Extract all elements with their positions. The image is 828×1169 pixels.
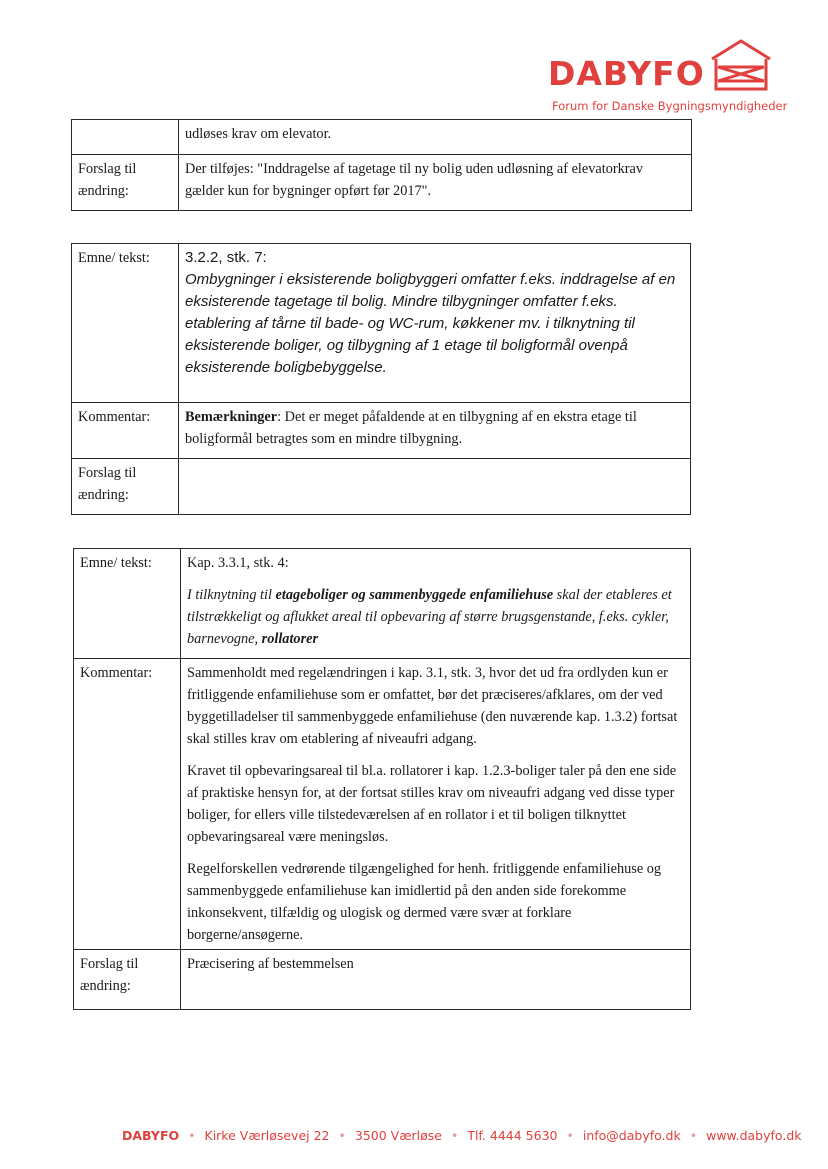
house-icon bbox=[708, 37, 774, 95]
footer-brand: DABYFO bbox=[122, 1128, 180, 1143]
table-3-2-2 bbox=[71, 243, 691, 515]
footer-website[interactable]: www.dabyfo.dk bbox=[706, 1128, 802, 1143]
row-text bbox=[181, 549, 691, 659]
section-reference: 3.2.2, stk. 7: bbox=[185, 249, 267, 266]
quote-part: skal der etableres et tilstrækkeligt og aflukket areal til opbevaring af større brugsgenstande, f.eks. cykler, barnevogne, bbox=[187, 587, 672, 647]
quoted-text bbox=[187, 584, 682, 650]
remarks-heading: Bemærkninger bbox=[185, 409, 278, 425]
footer-phone: Tlf. 4444 5630 bbox=[467, 1128, 558, 1143]
table-row bbox=[74, 549, 691, 659]
table-row bbox=[72, 155, 692, 211]
comment-paragraph: Regelforskellen vedrørende tilgængelighed for henh. fritliggende enfamiliehuse og sammenbyggede enfamiliehuse kan imidlertid på den anden side forekomme inkonsekvent, tilfældig og ulogisk og dermed være svær at forklare borgerne/ansøgerne. bbox=[187, 861, 662, 943]
row-text bbox=[181, 659, 691, 950]
table-row bbox=[72, 459, 691, 515]
separator-dot: • bbox=[689, 1128, 698, 1143]
comment-paragraph: Sammenholdt med regelændringen i kap. 3.1, stk. 3, hvor det ud fra ordlyden kun er fritliggende enfamiliehuse som er omfattet, bør det præciseres/afklares, om der ved byggetilladelser til sammenbyggede enfamiliehuse (den nuværende kap. 1.3.2) fortsat skal stilles krav om etablering af niveaufri adgang. bbox=[187, 665, 678, 747]
row-text: udløses krav om elevator. bbox=[179, 120, 692, 155]
quoted-text: Ombygninger i eksisterende boligbyggeri omfatter f.eks. inddragelse af en eksisterende tagetage til bolig. Mindre tilbygninger omfatter f.eks. etablering af tårne til bade- og WC-rum, køkkener mv. i tilknytning til eksisterende boliger, og tilbygning af 1 etage til boligformål ovenpå eksisterende boligbebyggelse. bbox=[185, 271, 676, 376]
footer-city: 3500 Værløse bbox=[354, 1128, 442, 1143]
comment-paragraph: Kravet til opbevaringsareal til bl.a. rollatorer i kap. 1.2.3-boliger taler på den ene side af praktiske hensyn for, at der fortsat stilles krav om niveaufri adgang ved disse typer boliger, for ellers ville tilstedeværelsen af en rollator i et til boligen tilknyttet opbevaringsareal være meningsløs. bbox=[187, 763, 677, 845]
row-text: Præcisering af bestemmelsen bbox=[181, 950, 691, 1010]
dabyfo-logo bbox=[548, 36, 788, 116]
separator-dot: • bbox=[566, 1128, 574, 1143]
logo-wordmark: DABYFO bbox=[548, 54, 705, 93]
row-label: Kommentar: bbox=[74, 659, 181, 950]
quote-emphasis: etageboliger og sammenbyggede enfamiliehuse bbox=[275, 587, 554, 603]
table-elevator-continued bbox=[71, 119, 692, 211]
row-label: Emne/ tekst: bbox=[72, 244, 179, 403]
row-text: Der tilføjes: "Inddragelse af tagetage til ny bolig uden udløsning af elevatorkrav gælder kun for bygninger opført før 2017". bbox=[179, 155, 692, 211]
table-row bbox=[72, 120, 692, 155]
row-label: Kommentar: bbox=[72, 403, 179, 459]
table-row bbox=[72, 403, 691, 459]
table-row bbox=[74, 659, 691, 950]
table-3-3-1 bbox=[73, 548, 691, 1010]
page-footer bbox=[122, 1128, 802, 1143]
separator-dot: • bbox=[338, 1128, 346, 1143]
row-text bbox=[179, 459, 691, 515]
footer-email[interactable]: info@dabyfo.dk bbox=[582, 1128, 681, 1143]
separator-dot: • bbox=[188, 1128, 196, 1143]
remarks-text: : Det er meget påfaldende at en tilbygning af en ekstra etage til boligformål betragtes som en mindre tilbygning. bbox=[185, 409, 637, 447]
section-reference: Kap. 3.3.1, stk. 4: bbox=[187, 555, 289, 571]
row-text bbox=[179, 244, 691, 403]
separator-dot: • bbox=[450, 1128, 459, 1143]
row-label: Emne/ tekst: bbox=[74, 549, 181, 659]
quote-emphasis: rollatorer bbox=[261, 631, 319, 647]
row-label bbox=[72, 120, 179, 155]
quote-part: I tilknytning til bbox=[187, 587, 276, 603]
footer-address: Kirke Værløsevej 22 bbox=[204, 1128, 330, 1143]
row-label: Forslag til ændring: bbox=[72, 459, 179, 515]
table-row bbox=[72, 244, 691, 403]
row-label: Forslag til ændring: bbox=[74, 950, 181, 1010]
row-text bbox=[179, 403, 691, 459]
logo-tagline: Forum for Danske Bygningsmyndigheder bbox=[552, 99, 788, 113]
table-row bbox=[74, 950, 691, 1010]
row-label: Forslag til ændring: bbox=[72, 155, 179, 211]
